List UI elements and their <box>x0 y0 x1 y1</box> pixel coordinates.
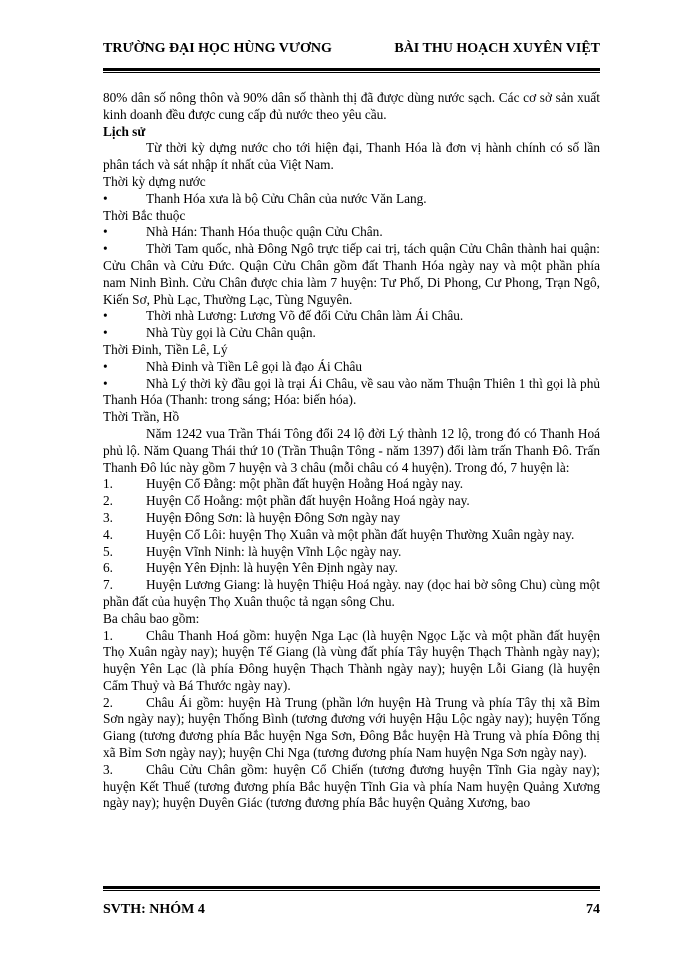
list-item <box>103 762 600 812</box>
number-marker: 2. <box>103 493 113 509</box>
list-item-text: Châu Cửu Chân gồm: huyện Cổ Chiến (tương đương huyện Tĩnh Gia ngày nay); huyện Kết Thuế (tương đương phía Bắc huyện Tĩnh Gia và phía Nam huyện Quảng Xương ngày nay); huyện Duyên Giác (tương đương phía Bắc huyện Quảng Xương, bao <box>103 761 600 811</box>
paragraph: Thời Trần, Hồ <box>103 409 180 425</box>
list-item <box>103 376 600 410</box>
paragraph: 80% dân số nông thôn và 90% dân số thành thị đã được dùng nước sạch. Các cơ sở sản xuất kinh doanh đều được cung cấp đủ nước theo yêu cầu. <box>103 90 600 122</box>
list-item <box>103 191 600 208</box>
paragraph: Ba châu bao gồm: <box>103 610 200 626</box>
list-item <box>103 510 600 527</box>
list-item-text: Thời Tam quốc, nhà Đông Ngô trực tiếp cai trị, tách quận Cửu Chân thành hai quận: Cửu Chân và Cửu Đức. Quận Cửu Chân gồm đất Thanh Hóa ngày nay và một phần phía nam Ninh Bình. Cửu Chân được chia làm 7 huyện: Tư Phố, Di Phong, Cư Phong, Trạn Ngô, Kiến Sơ, Phù Lạc, Thường Lạc, Tùng Nguyên. <box>103 241 600 307</box>
bullet-marker: • <box>103 375 108 391</box>
list-item-text: Huyện Vĩnh Ninh: là huyện Vĩnh Lộc ngày nay. <box>146 543 402 559</box>
paragraph: Thời Đinh, Tiền Lê, Lý <box>103 341 228 357</box>
list-item-text: Nhà Đinh và Tiền Lê gọi là đạo Ái Châu <box>146 358 363 374</box>
paragraph: Thời Bắc thuộc <box>103 207 186 223</box>
header-school: TRƯỜNG ĐẠI HỌC HÙNG VƯƠNG <box>103 41 332 56</box>
list-item-text: Huyện Cổ Đằng: một phần đất huyện Hoằng Hoá ngày nay. <box>146 476 464 492</box>
bullet-marker: • <box>103 325 108 341</box>
list-item-text: Nhà Hán: Thanh Hóa thuộc quận Cửu Chân. <box>146 224 383 240</box>
list-item <box>103 628 600 695</box>
paragraph: Thời kỳ dựng nước <box>103 173 206 189</box>
list-item <box>103 308 600 325</box>
list-item-text: Huyện Yên Định: là huyện Yên Định ngày nay. <box>146 560 398 576</box>
list-item <box>103 577 600 611</box>
list-item <box>103 560 600 577</box>
list-item-text: Huyện Cổ Lôi: huyện Thọ Xuân và một phần đất huyện Thường Xuân ngày nay. <box>146 526 575 542</box>
list-item-text: Huyện Lương Giang: là huyện Thiệu Hoá ngày. nay (dọc hai bờ sông Chu) cùng một phần đất của huyện Thọ Xuân thuộc tả ngạn sông Chu. <box>103 577 600 609</box>
number-marker: 7. <box>103 577 113 593</box>
header-rule <box>103 68 600 71</box>
list-item <box>103 476 600 493</box>
number-marker: 3. <box>103 509 113 525</box>
list-item <box>103 241 600 308</box>
list-item <box>103 493 600 510</box>
footer-rule-thin <box>103 890 600 891</box>
page-footer <box>103 902 600 918</box>
list-item-text: Châu Ái gồm: huyện Hà Trung (phần lớn huyện Hà Trung và phía Tây thị xã Bỉm Sơn ngày nay); huyện Thống Bình (tương đương với huyện Hậu Lộc ngày nay); huyện Tống Giang (tương đương phía Bắc huyện Nga Sơn, Đông Bắc huyện Hà Trung và phía Đông thị xã Bỉm Sơn ngày nay); huyện Chi Nga (tương đương phía Nam huyện Nga Sơn ngày nay). <box>103 694 600 761</box>
page-header <box>103 41 600 57</box>
section-heading: Lịch sử <box>103 123 146 139</box>
number-marker: 2. <box>103 694 113 710</box>
list-item-text: Huyện Cổ Hoằng: một phần đất huyện Hoằng Hoá ngày nay. <box>146 493 470 509</box>
number-marker: 6. <box>103 560 113 576</box>
footer-group: SVTH: NHÓM 4 <box>103 902 205 917</box>
list-item-text: Nhà Tùy gọi là Cửu Chân quận. <box>146 325 316 341</box>
number-marker: 3. <box>103 761 113 777</box>
document-body <box>103 90 600 812</box>
list-item <box>103 359 600 376</box>
list-item-text: Thanh Hóa xưa là bộ Cửu Chân của nước Văn Lang. <box>146 190 427 206</box>
number-marker: 5. <box>103 543 113 559</box>
list-item <box>103 695 600 762</box>
bullet-marker: • <box>103 358 108 374</box>
list-item <box>103 544 600 561</box>
paragraph: Năm 1242 vua Trần Thái Tông đổi 24 lộ đời Lý thành 12 lộ, trong đó có Thanh Hoá phủ lộ. Năm Quang Thái thứ 10 (Trần Thuận Tông - năm 1397) đổi làm trấn Thanh Đô. Trấn Thanh Đô lúc này gồm 7 huyện và 3 châu (mỗi châu có 4 huyện). Trong đó, 7 huyện là: <box>103 425 600 475</box>
footer-rule <box>103 886 600 889</box>
list-item-text: Nhà Lý thời kỳ đầu gọi là trại Ái Châu, về sau vào năm Thuận Thiên 1 thì gọi là phủ Thanh Hóa (Thanh: trong sáng; Hóa: biến hóa). <box>103 375 600 408</box>
list-item-text: Châu Thanh Hoá gồm: huyện Nga Lạc (là huyện Ngọc Lặc và một phần đất huyện Thọ Xuân ngày nay); huyện Tế Giang (là vùng đất phía Tây huyện Thạch Thành ngày nay); huyện Yên Lạc (là phía Đông huyện Thạch Thành ngày nay); huyện Lỗi Giang (là huyện Cẩm Thuỷ và Bá Thước ngày nay). <box>103 627 600 693</box>
header-title: BÀI THU HOẠCH XUYÊN VIỆT <box>394 41 600 56</box>
bullet-marker: • <box>103 190 108 206</box>
number-marker: 1. <box>103 627 113 643</box>
list-item-text: Thời nhà Lương: Lương Võ đế đổi Cửu Chân làm Ái Châu. <box>146 308 464 324</box>
number-marker: 1. <box>103 476 113 492</box>
paragraph: Từ thời kỳ dựng nước cho tới hiện đại, Thanh Hóa là đơn vị hành chính có số lần phân tách và sát nhập ít nhất của Việt Nam. <box>103 140 600 173</box>
number-marker: 4. <box>103 526 113 542</box>
list-item-text: Huyện Đông Sơn: là huyện Đông Sơn ngày nay <box>146 509 401 525</box>
header-rule-thin <box>103 72 600 73</box>
bullet-marker: • <box>103 241 108 257</box>
page-number: 74 <box>586 902 600 917</box>
bullet-marker: • <box>103 308 108 324</box>
list-item <box>103 224 600 241</box>
list-item <box>103 325 600 342</box>
bullet-marker: • <box>103 224 108 240</box>
list-item <box>103 527 600 544</box>
